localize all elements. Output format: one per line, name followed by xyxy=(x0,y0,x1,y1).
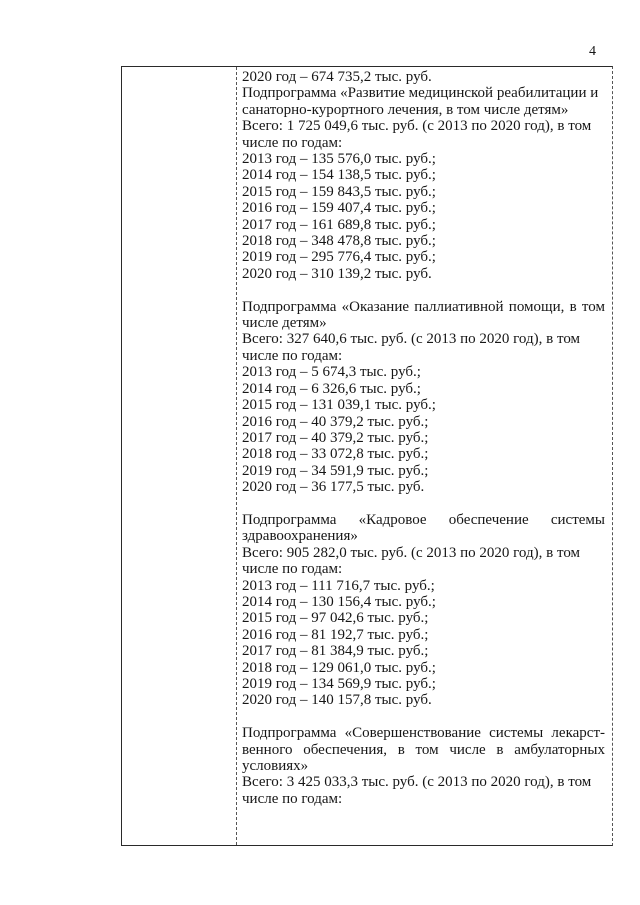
text-line: числе по годам: xyxy=(242,790,343,807)
drug-supply-block xyxy=(242,725,605,807)
subprogram-title: Подпрограмма «Оказание паллиативной помощи, в том числе детям» xyxy=(242,298,605,332)
year-amount-line: 2018 год – 348 478,8 тыс. руб.; xyxy=(242,233,436,250)
year-amount-line: 2018 год – 129 061,0 тыс. руб.; xyxy=(242,659,436,676)
text-line: числе по годам: xyxy=(242,134,343,151)
year-amount-line: 2016 год – 81 192,7 тыс. руб.; xyxy=(242,626,429,643)
year-amount-line: 2019 год – 295 776,4 тыс. руб.; xyxy=(242,249,436,266)
year-amount-line: 2020 год – 36 177,5 тыс. руб. xyxy=(242,479,425,496)
year-amount-line: 2017 год – 81 384,9 тыс. руб.; xyxy=(242,643,429,660)
year-amount-line: 2015 год – 97 042,6 тыс. руб.; xyxy=(242,610,429,627)
total-line: Всего: 3 425 033,3 тыс. руб. (с 2013 по 2020 год), в том xyxy=(242,774,592,791)
total-line: Всего: 1 725 049,6 тыс. руб. (с 2013 по 2020 год), в том xyxy=(242,118,592,135)
year-amount-line: 2013 год – 135 576,0 тыс. руб.; xyxy=(242,151,436,168)
year-amount-line: 2014 год – 6 326,6 тыс. руб.; xyxy=(242,380,421,397)
year-amount-line: 2020 год – 140 157,8 тыс. руб. xyxy=(242,692,432,709)
total-line: Всего: 327 640,6 тыс. руб. (с 2013 по 2020 год), в том xyxy=(242,331,581,348)
year-amount-line: 2015 год – 131 039,1 тыс. руб.; xyxy=(242,397,436,414)
year-amount-line: 2013 год – 5 674,3 тыс. руб.; xyxy=(242,364,421,381)
year-amount-line: 2017 год – 161 689,8 тыс. руб.; xyxy=(242,216,436,233)
year-amount-line: 2016 год – 40 379,2 тыс. руб.; xyxy=(242,413,429,430)
program-table xyxy=(121,66,613,846)
year-amount-line: 2013 год – 111 716,7 тыс. руб.; xyxy=(242,577,435,594)
subprogram-title: Подпрограмма «Совершенствование системы лекарст-венного обеспечения, в том числе в амбулаторных условиях» xyxy=(242,725,605,775)
year-amount-line: 2014 год – 154 138,5 тыс. руб.; xyxy=(242,167,436,184)
year-amount-line: 2019 год – 34 591,9 тыс. руб.; xyxy=(242,462,429,479)
year-amount-line: 2020 год – 310 139,2 тыс. руб. xyxy=(242,265,432,282)
column-divider xyxy=(236,67,237,845)
year-amount-line: 2017 год – 40 379,2 тыс. руб.; xyxy=(242,429,429,446)
text-line: числе по годам: xyxy=(242,347,343,364)
year-amount-line: 2016 год – 159 407,4 тыс. руб.; xyxy=(242,200,436,217)
year-amount-line: 2018 год – 33 072,8 тыс. руб.; xyxy=(242,446,429,463)
funding-text-column xyxy=(242,69,605,807)
text-line: 2020 год – 674 735,2 тыс. руб. xyxy=(242,69,432,85)
year-amount-line: 2019 год – 134 569,9 тыс. руб.; xyxy=(242,676,436,692)
year-amount-line: 2014 год – 130 156,4 тыс. руб.; xyxy=(242,593,436,610)
page-number: 4 xyxy=(589,44,596,59)
rehabilitation-block xyxy=(242,69,605,282)
subprogram-title-line: Подпрограмма «Развитие медицинской реабилитации и xyxy=(242,85,599,102)
palliative-block xyxy=(242,299,605,496)
subprogram-title-line: санаторно-курортного лечения, в том числе детям» xyxy=(242,101,569,118)
text-line: числе по годам: xyxy=(242,561,343,578)
total-line: Всего: 905 282,0 тыс. руб. (с 2013 по 2020 год), в том xyxy=(242,544,581,561)
staffing-block xyxy=(242,512,605,709)
year-amount-line: 2015 год – 159 843,5 тыс. руб.; xyxy=(242,183,436,200)
subprogram-title: Подпрограмма «Кадровое обеспечение системы здравоохранения» xyxy=(242,511,605,545)
